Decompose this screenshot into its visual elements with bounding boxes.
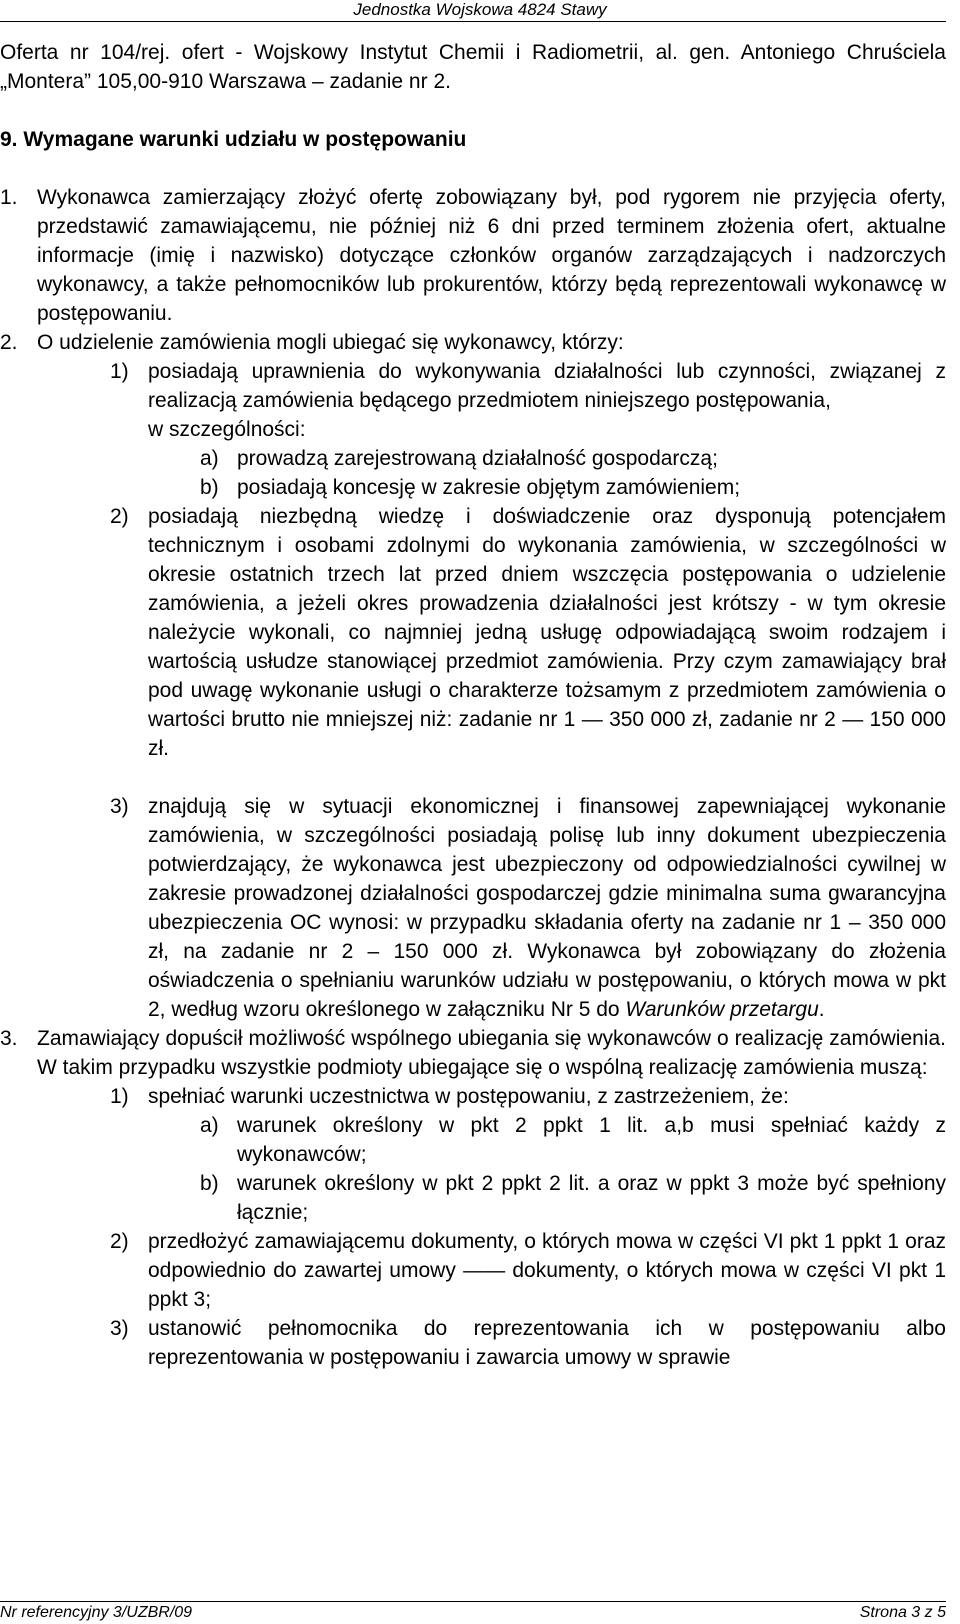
point-text: ustanowić pełnomocnika do reprezentowania ich w postępowaniu albo reprezentowania w postępowaniu i zawarcia umowy w sprawie: [148, 1317, 946, 1369]
paragraph-2-point-1-b: [0, 473, 946, 502]
letter-number: a): [200, 1114, 219, 1137]
paragraph-3-point-1-b: [0, 1169, 946, 1227]
point-number: 2): [110, 1230, 129, 1253]
paragraph-3-point-2: [0, 1227, 946, 1314]
point-text-end: .: [818, 998, 825, 1021]
point-number: 1): [110, 360, 129, 383]
paragraph-2-point-2: [0, 502, 946, 763]
paragraph-3-point-1-a: [0, 1111, 946, 1169]
page-header: [0, 0, 960, 22]
point-text: posiadają uprawnienia do wykonywania działalności lub czynności, związanej z realizacją zamówienia będącego przedmiotem niniejszego postępowania,: [148, 360, 946, 412]
point-number: 3): [110, 1317, 129, 1340]
point-text: spełniać warunki uczestnictwa w postępowaniu, z zastrzeżeniem, że:: [148, 1085, 789, 1108]
document-body: [0, 38, 946, 1372]
letter-number: a): [200, 447, 219, 470]
footer-reference: Nr referencyjny 3/UZBR/09: [0, 1604, 193, 1621]
offer-intro: Oferta nr 104/rej. ofert - Wojskowy Instytut Chemii i Radiometrii, al. gen. Antoniego Chruściela „Montera” 105,00-910 Warszawa – zadanie nr 2.: [0, 41, 946, 93]
paragraph-2-number: 2.: [0, 331, 18, 354]
spacer: [0, 763, 946, 792]
point-number: 2): [110, 505, 129, 528]
point-number: 3): [110, 795, 129, 818]
footer-divider: [0, 1601, 946, 1602]
paragraph-1-number: 1.: [0, 186, 18, 209]
point-text: posiadają niezbędną wiedzę i doświadczenie oraz dysponują potencjałem technicznym i osobami zdolnymi do wykonania zamówienia, w szczególności w okresie ostatnich trzech lat przed dniem wszczęcia postępowania o udzielenie zamówienia, a jeżeli okres prowadzenia działalności jest krótszy - w tym okresie należycie wykonali, co najmniej jedną usługę odpowiadającą swoim rodzajem i wartością usłudze stanowiącej przedmiot zamówienia. Przy czym zamawiający brał pod uwagę wykonanie usługi o charakterze tożsamym z przedmiotem zamówienia o wartości brutto nie mniejszej niż: zadanie nr 1 — 350 000 zł, zadanie nr 2 — 150 000 zł.: [148, 505, 946, 760]
header-divider: [0, 21, 946, 22]
paragraph-3-point-3: [0, 1314, 946, 1372]
letter-text: warunek określony w pkt 2 ppkt 2 lit. a oraz w ppkt 3 może być spełniony łącznie;: [237, 1172, 946, 1224]
section-heading: 9. Wymagane warunki udziału w postępowaniu: [0, 128, 467, 151]
letter-text: warunek określony w pkt 2 ppkt 1 lit. a,b musi spełniać każdy z wykonawców;: [237, 1114, 946, 1166]
paragraph-2-point-3: [0, 792, 946, 1024]
point-text: znajdują się w sytuacji ekonomicznej i finansowej zapewniającej wykonanie zamówienia, w szczególności posiadają polisę lub inny dokument ubezpieczenia potwierdzający, że wykonawca jest ubezpieczony od odpowiedzialności cywilnej w zakresie prowadzonej działalności gospodarczej gdzie minimalna suma gwarancyjna ubezpieczenia OC wynosi: w przypadku składania oferty na zadanie nr 1 – 350 000 zł, na zadanie nr 2 – 150 000 zł. Wykonawca był zobowiązany do złożenia oświadczenia o spełnianiu warunków udziału w postępowaniu, o których mowa w pkt 2, według wzoru określonego w załączniku Nr 5 do: [148, 795, 946, 1021]
point-text: przedłożyć zamawiającemu dokumenty, o których mowa w części VI pkt 1 ppkt 1 oraz odpowiednio do zawartej umowy —— dokumenty, o których mowa w części VI pkt 1 ppkt 3;: [148, 1230, 946, 1311]
paragraph-2-point-1: [0, 357, 946, 415]
paragraph-2: [0, 328, 946, 357]
paragraph-3-number: 3.: [0, 1027, 18, 1050]
paragraph-1-text: Wykonawca zamierzający złożyć ofertę zobowiązany był, pod rygorem nie przyjęcia oferty, przedstawić zamawiającemu, nie później niż 6 dni przed terminem złożenia ofert, aktualne informacje (imię i nazwisko) dotyczące członków organów zarządzających i nadzorczych wykonawcy, a także pełnomocników lub prokurentów, którzy będą reprezentowali wykonawcę w postępowaniu.: [37, 186, 946, 325]
paragraph-2-point-1-a: [0, 444, 946, 473]
header-title: Jednostka Wojskowa 4824 Stawy: [353, 0, 607, 19]
paragraph-2-point-1-tail: w szczególności:: [148, 418, 306, 441]
letter-number: b): [200, 476, 219, 499]
paragraph-3-text: Zamawiający dopuścił możliwość wspólnego ubiegania się wykonawców o realizację zamówienia. W takim przypadku wszystkie podmioty ubiegające się o wspólną realizację zamówienia muszą:: [37, 1027, 946, 1079]
letter-text: prowadzą zarejestrowaną działalność gospodarczą;: [237, 447, 718, 470]
paragraph-3: [0, 1024, 946, 1082]
point-text-italic: Warunków przetargu: [625, 998, 819, 1021]
paragraph-1: [0, 183, 946, 328]
letter-text: posiadają koncesję w zakresie objętym zamówieniem;: [237, 476, 741, 499]
paragraph-3-point-1: [0, 1082, 946, 1111]
point-number: 1): [110, 1085, 129, 1108]
letter-number: b): [200, 1172, 219, 1195]
paragraph-2-text: O udzielenie zamówienia mogli ubiegać się wykonawcy, którzy:: [37, 331, 624, 354]
footer-page-number: Strona 3 z 5: [859, 1604, 946, 1621]
